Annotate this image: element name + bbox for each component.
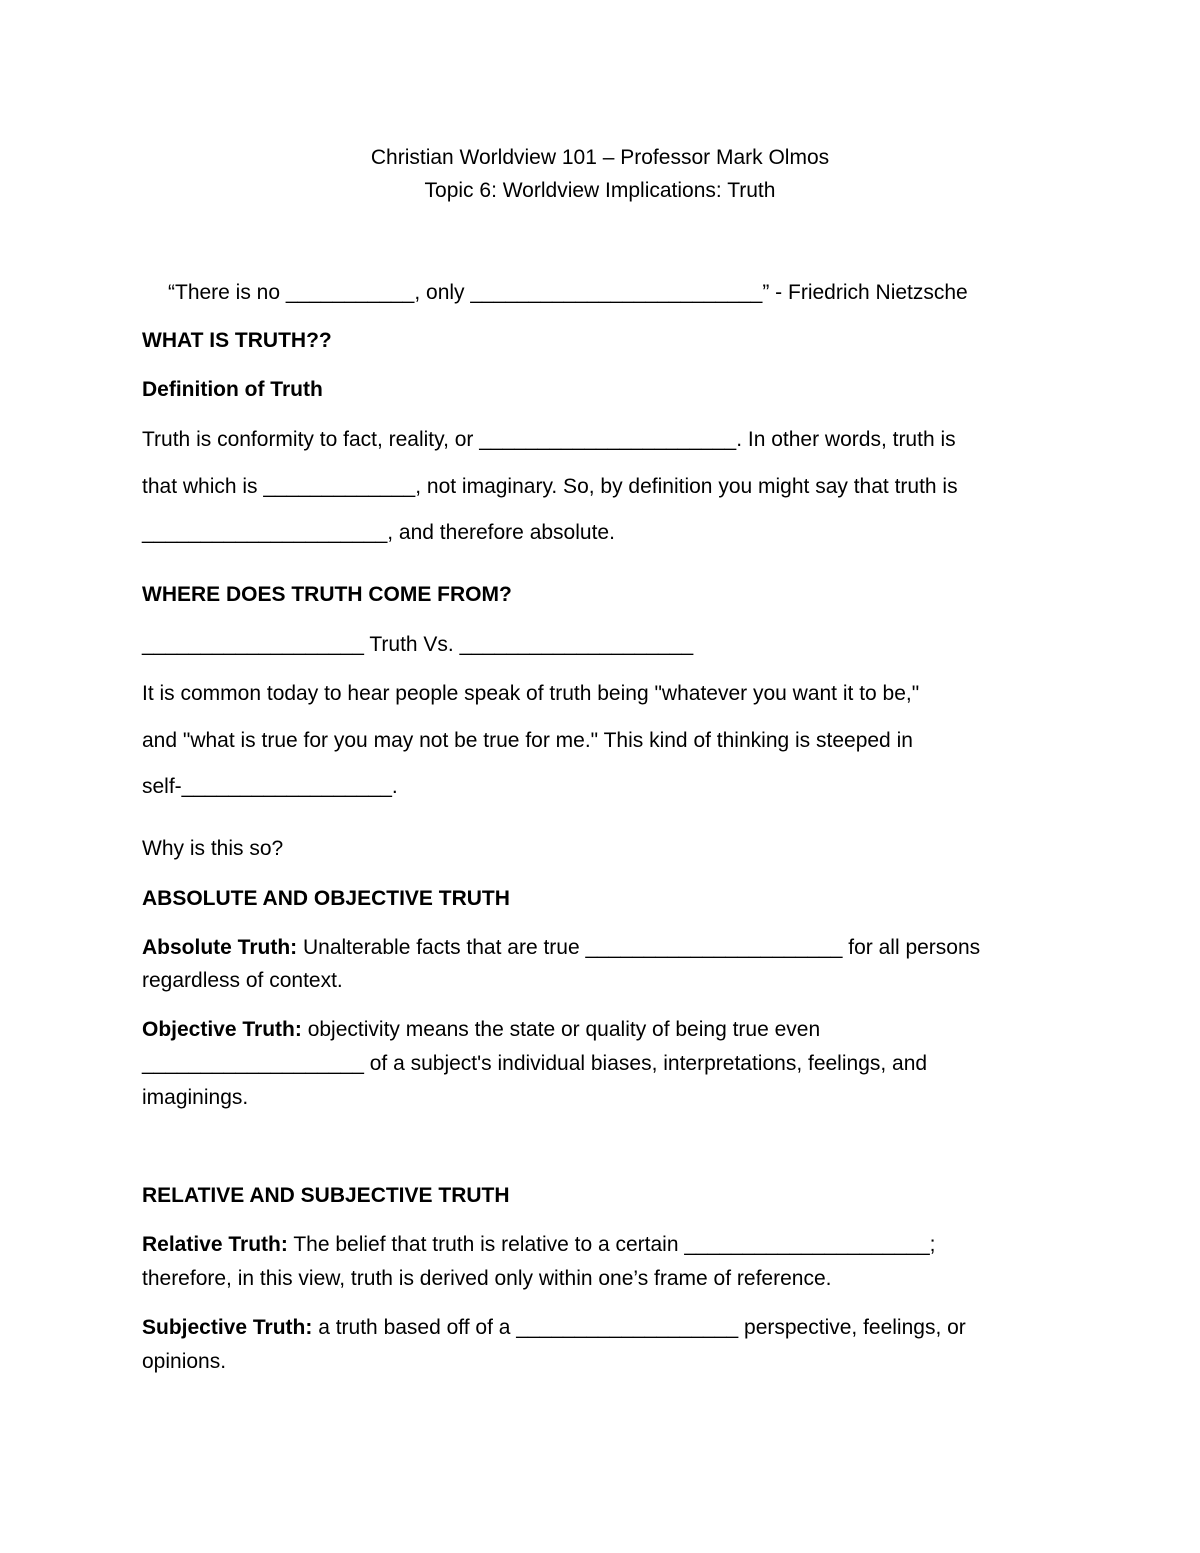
subjective-truth-definition: a truth based off of a ___________________ perspective, feelings, or (312, 1316, 966, 1339)
why-question: Why is this so? (142, 837, 284, 860)
subjective-truth-line-1 (142, 1313, 1062, 1343)
objective-truth-line-2: ___________________ of a subject's individual biases, interpretations, feelings, and (142, 1052, 928, 1075)
where-paragraph-line-3: self-__________________. (142, 775, 398, 798)
objective-truth-line-3: imaginings. (142, 1086, 249, 1109)
truth-versus-line: ___________________ Truth Vs. ____________________ (142, 633, 694, 656)
subjective-truth-line-2: opinions. (142, 1350, 227, 1373)
where-paragraph-line-1: It is common today to hear people speak of truth being "whatever you want it to be," (142, 682, 920, 705)
objective-truth-term: Objective Truth: (142, 1018, 302, 1041)
nietzsche-quote: “There is no ___________, only _________________________” - Friedrich Nietzsche (168, 281, 968, 304)
where-paragraph-line-2: and "what is true for you may not be true for me." This kind of thinking is steeped in (142, 729, 913, 752)
heading-absolute-objective: ABSOLUTE AND OBJECTIVE TRUTH (142, 887, 510, 910)
heading-where-from: WHERE DOES TRUTH COME FROM? (142, 583, 512, 606)
absolute-truth-term: Absolute Truth: (142, 936, 298, 959)
objective-truth-definition: objectivity means the state or quality of being true even (301, 1018, 821, 1041)
relative-truth-definition: The belief that truth is relative to a certain _____________________; (287, 1233, 936, 1256)
absolute-truth-line-1 (142, 933, 1062, 963)
subheading-definition: Definition of Truth (142, 378, 323, 401)
document-subtitle: Topic 6: Worldview Implications: Truth (424, 179, 776, 202)
objective-truth-line-1 (142, 1015, 1062, 1045)
definition-line-1: Truth is conformity to fact, reality, or ______________________. In other words, truth is (142, 428, 956, 451)
relative-truth-line-2: therefore, in this view, truth is derived only within one’s frame of reference. (142, 1267, 832, 1290)
definition-line-2: that which is _____________, not imaginary. So, by definition you might say that truth is (142, 475, 958, 498)
relative-truth-term: Relative Truth: (142, 1233, 288, 1256)
absolute-truth-definition: Unalterable facts that are true ______________________ for all persons (297, 936, 981, 959)
document-title: Christian Worldview 101 – Professor Mark Olmos (370, 146, 830, 169)
absolute-truth-line-2: regardless of context. (142, 969, 343, 992)
heading-relative-subjective: RELATIVE AND SUBJECTIVE TRUTH (142, 1184, 510, 1207)
relative-truth-line-1 (142, 1230, 1062, 1260)
definition-line-3: _____________________, and therefore absolute. (142, 521, 615, 544)
heading-what-is-truth: WHAT IS TRUTH?? (142, 329, 332, 352)
subjective-truth-term: Subjective Truth: (142, 1316, 313, 1339)
